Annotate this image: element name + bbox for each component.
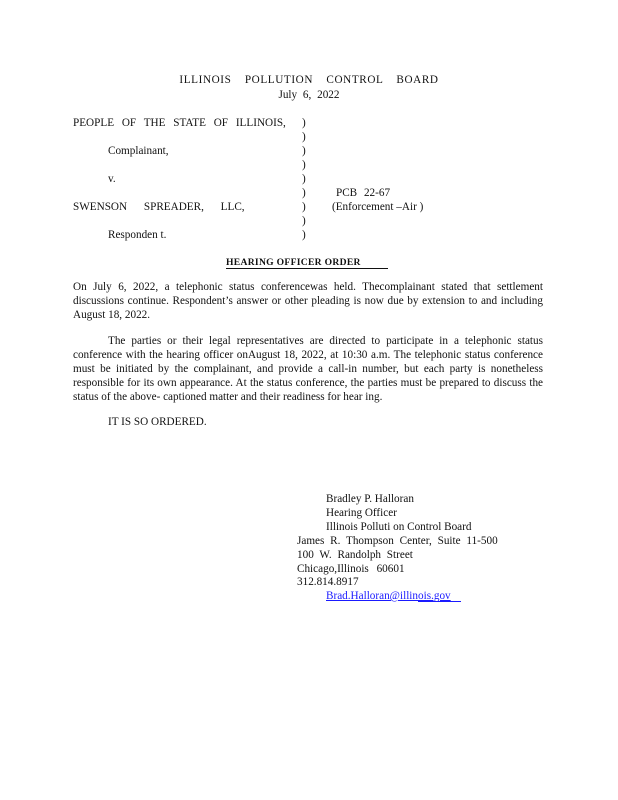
case-number: PCB 22-67 (336, 187, 391, 199)
caption-bracket: ) (302, 215, 306, 227)
caption-bracket: ) (302, 187, 306, 199)
signer-name: Bradley P. Halloran (326, 493, 414, 505)
signer-title: Hearing Officer (326, 507, 397, 519)
case-type: (Enforcement –Air ) (332, 201, 424, 213)
caption-bracket: ) (302, 201, 306, 213)
phone-number: 312.814.8917 (297, 576, 359, 588)
paragraph-directive: The parties or their legal representatives are directed to participate in a telephonic status conference with the hearing officer onAugust 18, 2022, at 10:30 a.m. The telephonic status conference must be initiated by the complainant, and provide a call-in number, but each party is nonetheless responsible for its own appearance. At the status conference, the parties must be prepared to discuss the status of the above- captioned matter and their readiness for hear ing. (73, 335, 543, 403)
caption-bracket: ) (302, 131, 306, 143)
order-date: July 6, 2022 (278, 89, 340, 101)
signer-organization: Illinois Polluti on Control Board (326, 521, 472, 533)
address-street: 100 W. Randolph Street (297, 549, 413, 561)
caption-bracket: ) (302, 159, 306, 171)
plaintiff-role: Complainant, (108, 145, 169, 157)
paragraph-status: On July 6, 2022, a telephonic status conferencewas held. Thecomplainant stated that settlement discussions continue. Respondent’s answer or other pleading is now due by extension to and including August 18, 2022. (73, 281, 543, 321)
order-heading: HEARING OFFICER ORDER (226, 257, 388, 269)
address-city: Chicago,Illinois 60601 (297, 563, 405, 575)
caption-bracket: ) (302, 229, 306, 241)
caption-bracket: ) (302, 145, 306, 157)
address-building: James R. Thompson Center, Suite 11-500 (297, 535, 498, 547)
email-underline (418, 601, 461, 602)
defendant-name: SWENSON SPREADER, LLC, (73, 201, 245, 213)
board-name: ILLINOIS POLLUTION CONTROL BOARD (179, 74, 439, 86)
caption-bracket: ) (302, 173, 306, 185)
defendant-role: Responden t. (108, 229, 167, 241)
closing-statement: IT IS SO ORDERED. (108, 416, 207, 428)
caption-bracket: ) (302, 117, 306, 129)
email-link[interactable]: Brad.Halloran@illinois.gov (326, 590, 451, 602)
versus-label: v. (108, 173, 116, 185)
plaintiff-name: PEOPLE OF THE STATE OF ILLINOIS, (73, 117, 286, 129)
